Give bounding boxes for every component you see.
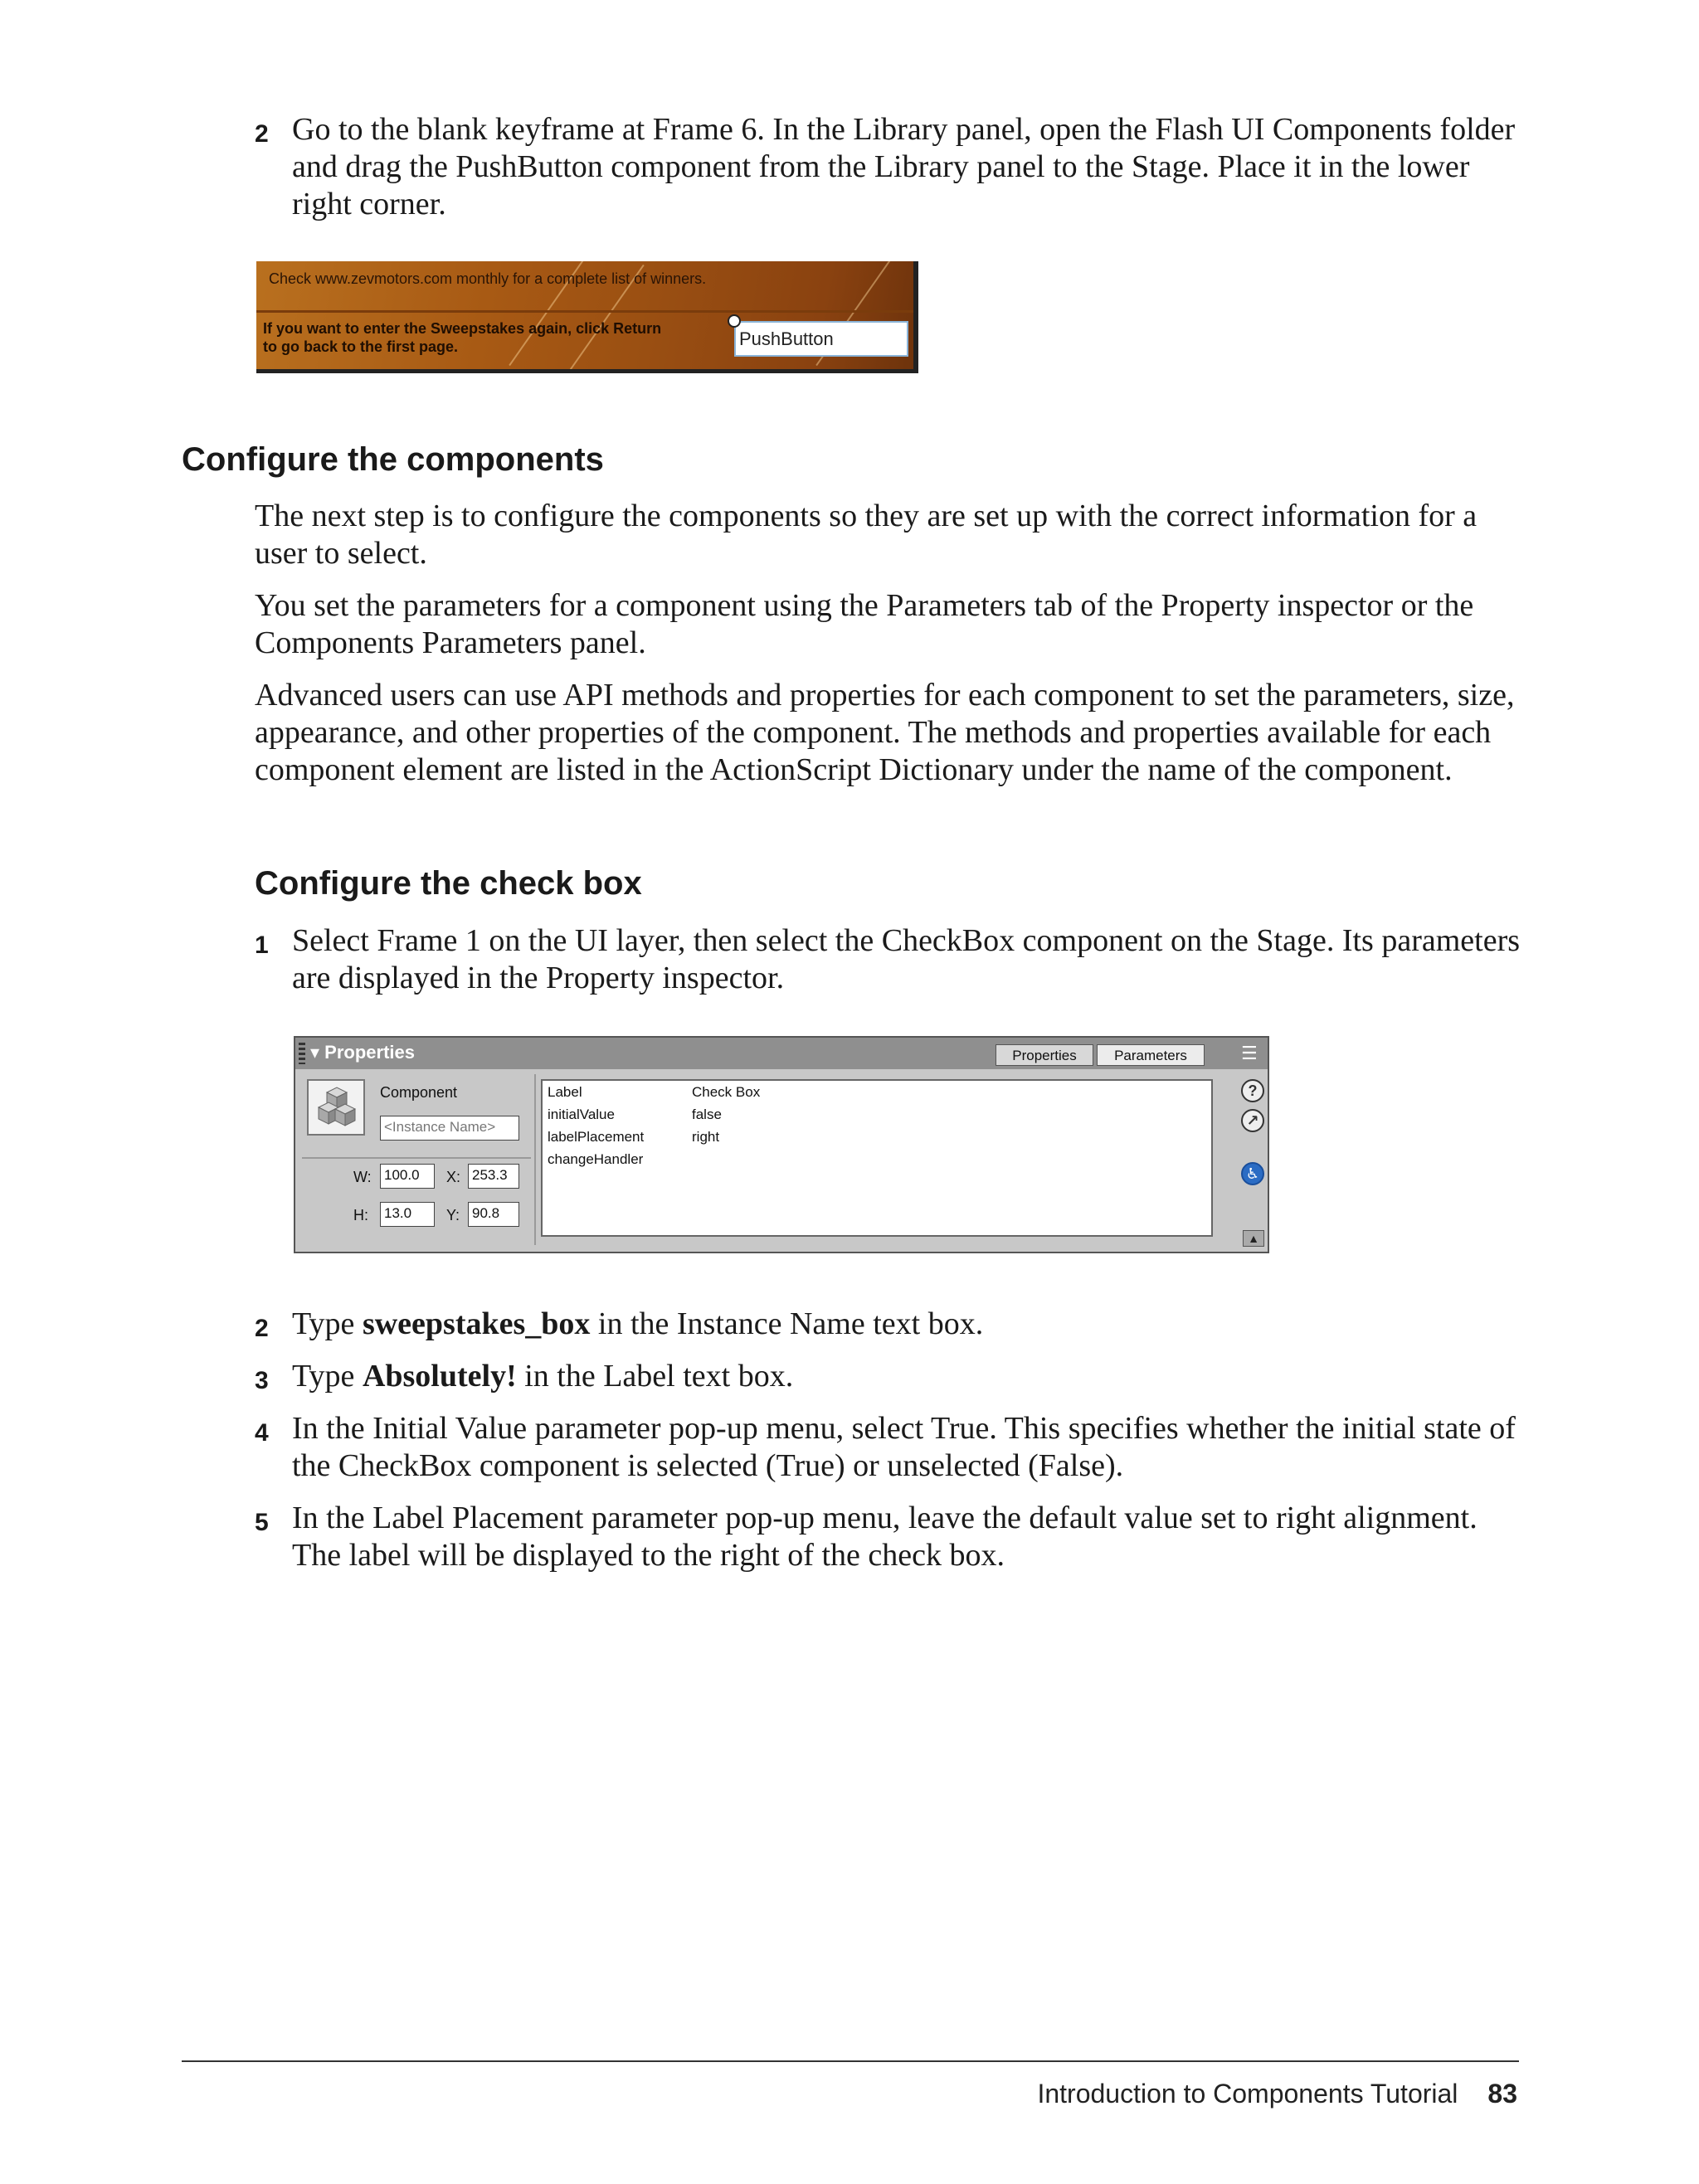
footer-title: Introduction to Components Tutorial — [1037, 2079, 1458, 2109]
banner-return-line2: to go back to the first page. — [263, 338, 459, 355]
param-value[interactable]: Check Box — [692, 1084, 761, 1100]
step-text-post: in the Label text box. — [516, 1359, 794, 1394]
param-value[interactable]: false — [692, 1107, 722, 1122]
step-text: Select Frame 1 on the UI layer, then select the CheckBox component on the Stage. Its parameters are displayed in the Property inspector. — [292, 923, 1521, 995]
step-number: 2 — [255, 1315, 269, 1342]
property-inspector-screenshot — [294, 1036, 1269, 1253]
param-name: changeHandler — [548, 1151, 644, 1167]
section-heading: Configure the components — [182, 441, 604, 478]
registration-point-icon — [728, 314, 741, 328]
component-icon — [307, 1079, 365, 1136]
gripper-icon[interactable] — [299, 1043, 305, 1064]
options-menu-icon[interactable]: ☰ — [1241, 1043, 1258, 1063]
step-text-bold: sweepstakes_box — [362, 1306, 591, 1341]
h-label: H: — [353, 1207, 368, 1223]
step-number: 3 — [255, 1367, 269, 1394]
checkbox-steps — [255, 1306, 1520, 1589]
x-label: X: — [446, 1169, 461, 1185]
paragraph: Advanced users can use API methods and properties for each component to set the parameters, size, appearance, and other properties of the component. The methods and properties available for each component element are listed in the ActionScript Dictionary under the name of the component. — [255, 678, 1515, 787]
panel-title-text: Properties — [324, 1042, 415, 1063]
component-label: Component — [380, 1084, 458, 1101]
list-item — [255, 1306, 1520, 1343]
step-text-post: in the Instance Name text box. — [590, 1306, 984, 1341]
w-label: W: — [353, 1169, 372, 1185]
section-body — [255, 498, 1520, 804]
param-name: Label — [548, 1084, 582, 1100]
banner-winners-text: Check www.zevmotors.com monthly for a complete list of winners. — [269, 270, 707, 287]
step-number: 1 — [255, 931, 269, 959]
banner-divider — [256, 310, 913, 313]
divider — [534, 1074, 536, 1245]
x-input[interactable]: 253.3 — [468, 1164, 519, 1189]
list-item — [255, 1500, 1520, 1574]
step-number: 4 — [255, 1419, 269, 1447]
help-icon[interactable]: ? — [1241, 1079, 1264, 1102]
width-input[interactable]: 100.0 — [380, 1164, 435, 1189]
paragraph: The next step is to configure the components so they are set up with the correct information for a user to select. — [255, 499, 1477, 571]
list-item — [255, 1410, 1520, 1485]
subsection-heading: Configure the check box — [255, 865, 642, 902]
banner-return-text — [263, 319, 661, 356]
tab-properties[interactable]: Properties — [996, 1044, 1093, 1066]
y-label: Y: — [446, 1207, 460, 1223]
step-number: 5 — [255, 1509, 269, 1536]
page-number: 83 — [1487, 2079, 1517, 2109]
tab-parameters[interactable]: Parameters — [1097, 1044, 1205, 1066]
step-text-pre: Type — [292, 1359, 363, 1394]
divider — [302, 1157, 531, 1159]
page-footer — [1037, 2079, 1517, 2109]
footer-rule — [182, 2060, 1519, 2062]
step-text-bold: Absolutely! — [362, 1359, 517, 1394]
intro-step — [255, 111, 1520, 238]
accessibility-icon[interactable]: ♿ — [1241, 1162, 1264, 1185]
step-text: In the Label Placement parameter pop-up menu, leave the default value set to right alignment. The label will be displayed to the right of the check box. — [292, 1501, 1477, 1573]
step-text: In the Initial Value parameter pop-up menu, select True. This specifies whether the initial state of the CheckBox component is selected (True) or unselected (False). — [292, 1411, 1516, 1483]
checkbox-step-1 — [255, 922, 1521, 1012]
panel-title[interactable]: ▾ Properties — [310, 1042, 415, 1063]
height-input[interactable]: 13.0 — [380, 1202, 435, 1227]
panel-titlebar — [295, 1038, 1268, 1069]
param-value[interactable]: right — [692, 1129, 720, 1145]
step-text-pre: Type — [292, 1306, 363, 1341]
pushbutton-stage-screenshot — [256, 261, 918, 373]
param-name: initialValue — [548, 1107, 615, 1122]
instance-name-input[interactable]: <Instance Name> — [380, 1116, 519, 1141]
collapse-icon[interactable]: ▲ — [1243, 1230, 1264, 1247]
step-number: 2 — [255, 120, 269, 148]
pushbutton-component[interactable]: PushButton — [734, 321, 908, 357]
paragraph: You set the parameters for a component using the Parameters tab of the Property inspector or the Components Parameters panel. — [255, 588, 1474, 660]
step-text: Go to the blank keyframe at Frame 6. In the Library panel, open the Flash UI Components folder and drag the PushButton component from the Library panel to the Stage. Place it in the lower right corner. — [292, 112, 1516, 221]
param-name: labelPlacement — [548, 1129, 645, 1145]
list-item — [255, 1358, 1520, 1395]
y-input[interactable]: 90.8 — [468, 1202, 519, 1227]
banner-return-line1: If you want to enter the Sweepstakes again, click Return — [263, 320, 662, 337]
parameters-list — [541, 1079, 1213, 1237]
edit-in-panel-icon[interactable]: ↗ — [1241, 1109, 1264, 1132]
